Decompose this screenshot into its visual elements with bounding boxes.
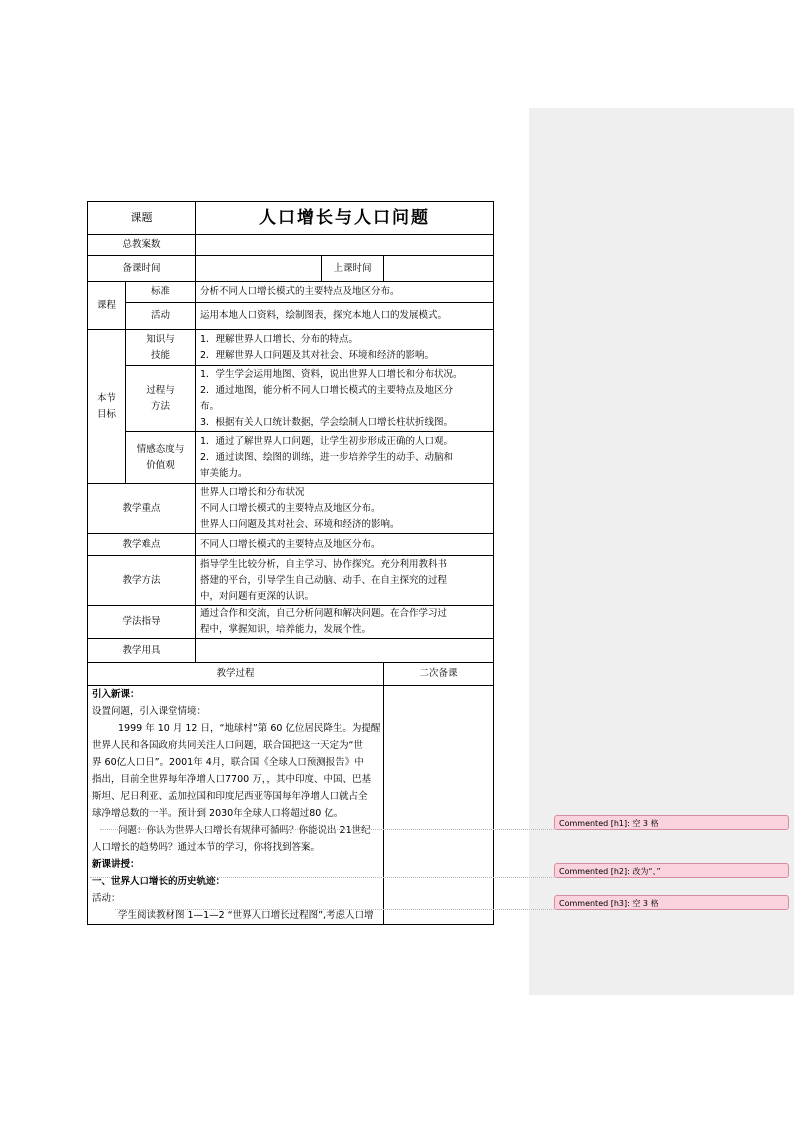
- study-guide-text[interactable]: 通过合作和交流，自己分析问题和解决问题。在合作学习过 程中，掌握知识，培养能力，发展个性。: [196, 606, 494, 639]
- comment-margin-pane: [529, 108, 794, 995]
- comment-balloon[interactable]: Commented [h2]: 改为“、”: [554, 863, 789, 878]
- prep-time-value[interactable]: [196, 256, 322, 282]
- process-line: 斯坦、尼日利亚、孟加拉国和印度尼西亚等国每年净增人口就占全: [92, 791, 368, 802]
- process-line: 设置问题，引入课堂情境：: [92, 706, 207, 717]
- process-line: 1999 年 10 月 12 日，“地球村”第 60 亿位居民降生。为提醒: [118, 723, 381, 734]
- class-time-value[interactable]: [384, 256, 494, 282]
- second-prep-cell[interactable]: [384, 686, 494, 925]
- knowledge-label: 知识与 技能: [126, 330, 196, 366]
- course-title[interactable]: 人口增长与人口问题: [196, 202, 494, 235]
- total-plans-value[interactable]: [196, 235, 494, 256]
- method-label: 教学方法: [88, 556, 196, 606]
- process-line: 问题：你认为世界人口增长有规律可循吗？你能说出 21世纪: [118, 825, 371, 836]
- process-line: 引入新课：: [92, 689, 140, 700]
- emotion-text[interactable]: 1．通过了解世界人口问题，让学生初步形成正确的人口观。 2．通过读图、绘图的训练，进一步培养学生的动手、动脑和 审美能力。: [196, 432, 494, 484]
- process-header: 教学过程: [88, 663, 384, 686]
- comment-balloon[interactable]: Commented [h1]: 空 3 格: [554, 815, 789, 830]
- activity-label: 活动: [126, 303, 196, 330]
- process-label: 过程与 方法: [126, 366, 196, 432]
- key-points-label: 教学重点: [88, 484, 196, 534]
- comment-leader-line: [115, 909, 554, 910]
- difficulty-text[interactable]: 不同人口增长模式的主要特点及地区分布。: [196, 534, 494, 556]
- process-text[interactable]: 1．学生学会运用地图、资料，说出世界人口增长和分布状况。 2．通过地图，能分析不同人口增长模式的主要特点及地区分 布。 3．根据有关人口统计数据，学会绘制人口增长柱状折线图。: [196, 366, 494, 432]
- objectives-label: 本节 目标: [88, 330, 126, 484]
- method-text[interactable]: 指导学生比较分析，自主学习、协作探究。充分利用教科书 搭建的平台，引导学生自己动脑、动手、在自主探究的过程 中，对问题有更深的认识。: [196, 556, 494, 606]
- course-label: 课题: [88, 202, 196, 235]
- activity-text[interactable]: 运用本地人口资料，绘制图表，探究本地人口的发展模式。: [196, 303, 494, 330]
- emotion-label: 情感态度与 价值观: [126, 432, 196, 484]
- lesson-plan-table: [87, 201, 494, 925]
- process-line: 一、世界人口增长的历史轨迹：: [92, 876, 226, 887]
- total-plans-label: 总教案数: [88, 235, 196, 256]
- difficulty-label: 教学难点: [88, 534, 196, 556]
- standard-label: 标准: [126, 282, 196, 303]
- process-line: 人口增长的趋势吗？通过本节的学习，你将找到答案。: [92, 842, 321, 853]
- class-time-label: 上课时间: [322, 256, 384, 282]
- process-line: 指出，目前全世界每年净增人口7700 万，，其中印度、中国、巴基: [92, 774, 371, 785]
- process-line: 学生阅读教材图 1—1—2 “世界人口增长过程图”,考虑人口增: [118, 910, 374, 921]
- tools-label: 教学用具: [88, 639, 196, 663]
- process-line: 新课讲授：: [92, 859, 140, 870]
- comment-leader-line: [100, 829, 554, 830]
- process-line: 球净增总数的一半。预计到 2030年全球人口将超过80 亿。: [92, 808, 344, 819]
- comment-leader-line: [90, 877, 554, 878]
- knowledge-text[interactable]: 1．理解世界人口增长、分布的特点。 2．理解世界人口问题及其对社会、环境和经济的影响。: [196, 330, 494, 366]
- key-points-text[interactable]: 世界人口增长和分布状况 不同人口增长模式的主要特点及地区分布。 世界人口问题及其对社会、环境和经济的影响。: [196, 484, 494, 534]
- process-line: 界 60亿人口日”。2001年 4月，联合国《全球人口预测报告》中: [92, 757, 364, 768]
- process-line: 活动：: [92, 893, 121, 904]
- second-prep-header: 二次备课: [384, 663, 494, 686]
- curriculum-label: 课程: [88, 282, 126, 330]
- tools-value[interactable]: [196, 639, 494, 663]
- prep-time-label: 备课时间: [88, 256, 196, 282]
- process-body[interactable]: [88, 686, 384, 925]
- standard-text[interactable]: 分析不同人口增长模式的主要特点及地区分布。: [196, 282, 494, 303]
- process-line: 世界人民和各国政府共同关注人口问题，联合国把这一天定为“世: [92, 740, 363, 751]
- study-guide-label: 学法指导: [88, 606, 196, 639]
- comment-balloon[interactable]: Commented [h3]: 空 3 格: [554, 895, 789, 910]
